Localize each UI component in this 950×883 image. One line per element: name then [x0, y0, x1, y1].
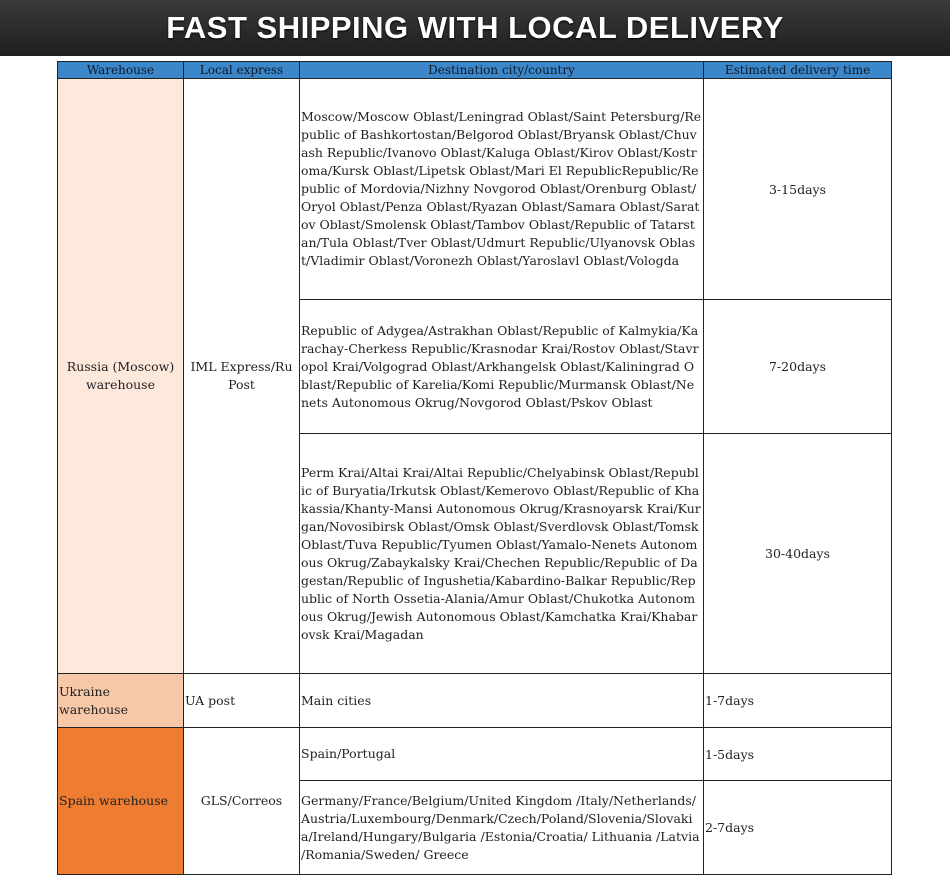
warehouse-spain: Spain warehouse	[58, 728, 184, 875]
table-row	[58, 674, 892, 728]
table-row	[58, 79, 892, 300]
delivery-time-cell: 3-15days	[704, 79, 892, 300]
delivery-time-cell: 2-7days	[704, 781, 892, 875]
header-destination: Destination city/country	[300, 62, 704, 79]
delivery-time-cell: 1-5days	[704, 728, 892, 781]
header-local-express: Local express	[184, 62, 300, 79]
warehouse-ukraine: Ukraine warehouse	[58, 674, 184, 728]
warehouse-russia: Russia (Moscow) warehouse	[58, 79, 184, 674]
destination-cell: Moscow/Moscow Oblast/Leningrad Oblast/Saint Petersburg/Republic of Bashkortostan/Belgorod Oblast/Bryansk Oblast/Chuvash Republic/Ivanovo Oblast/Kaluga Oblast/Kirov Oblast/Kostroma/Kursk Oblast/Lipetsk Oblast/Mari El RepublicRepublic/Republic of Mordovia/Nizhny Novgorod Oblast/Orenburg Oblast/Oryol Oblast/Penza Oblast/Ryazan Oblast/Samara Oblast/Saratov Oblast/Smolensk Oblast/Tambov Oblast/Republic of Tatarstan/Tula Oblast/Tver Oblast/Udmurt Republic/Ulyanovsk Oblast/Vladimir Oblast/Voronezh Oblast/Yaroslavl Oblast/Vologda	[300, 79, 704, 300]
header-warehouse: Warehouse	[58, 62, 184, 79]
destination-cell: Spain/Portugal	[300, 728, 704, 781]
delivery-time-cell: 1-7days	[704, 674, 892, 728]
express-ukraine: UA post	[184, 674, 300, 728]
page-banner	[0, 0, 950, 56]
table-row	[58, 728, 892, 781]
header-row	[58, 62, 892, 79]
header-delivery-time: Estimated delivery time	[704, 62, 892, 79]
express-russia: IML Express/Ru Post	[184, 79, 300, 674]
destination-cell: Republic of Adygea/Astrakhan Oblast/Republic of Kalmykia/Karachay-Cherkess Republic/Krasnodar Krai/Rostov Oblast/Stavropol Krai/Volgograd Oblast/Arkhangelsk Oblast/Kaliningrad Oblast/Republic of Karelia/Komi Republic/Murmansk Oblast/Nenets Autonomous Okrug/Novgorod Oblast/Pskov Oblast	[300, 300, 704, 434]
page-title: FAST SHIPPING WITH LOCAL DELIVERY	[166, 10, 784, 45]
express-spain: GLS/Correos	[184, 728, 300, 875]
destination-cell: Main cities	[300, 674, 704, 728]
destination-cell: Perm Krai/Altai Krai/Altai Republic/Chelyabinsk Oblast/Republic of Buryatia/Irkutsk Oblast/Kemerovo Oblast/Republic of Khakassia/Khanty-Mansi Autonomous Okrug/Krasnoyarsk Krai/Kurgan/Novosibirsk Oblast/Omsk Oblast/Sverdlovsk Oblast/Tomsk Oblast/Tuva Republic/Tyumen Oblast/Yamalo-Nenets Autonomous Okrug/Zabaykalsky Krai/Chechen Republic/Republic of Dagestan/Republic of Ingushetia/Kabardino-Balkar Republic/Republic of North Ossetia-Alania/Amur Oblast/Chukotka Autonomous Okrug/Jewish Autonomous Oblast/Kamchatka Krai/Khabarovsk Krai/Magadan	[300, 434, 704, 674]
delivery-time-cell: 7-20days	[704, 300, 892, 434]
shipping-table	[57, 61, 892, 875]
delivery-time-cell: 30-40days	[704, 434, 892, 674]
destination-cell: Germany/France/Belgium/United Kingdom /Italy/Netherlands/Austria/Luxembourg/Denmark/Czech/Poland/Slovenia/Slovakia/Ireland/Hungary/Bulgaria /Estonia/Croatia/ Lithuania /Latvia /Romania/Sweden/ Greece	[300, 781, 704, 875]
